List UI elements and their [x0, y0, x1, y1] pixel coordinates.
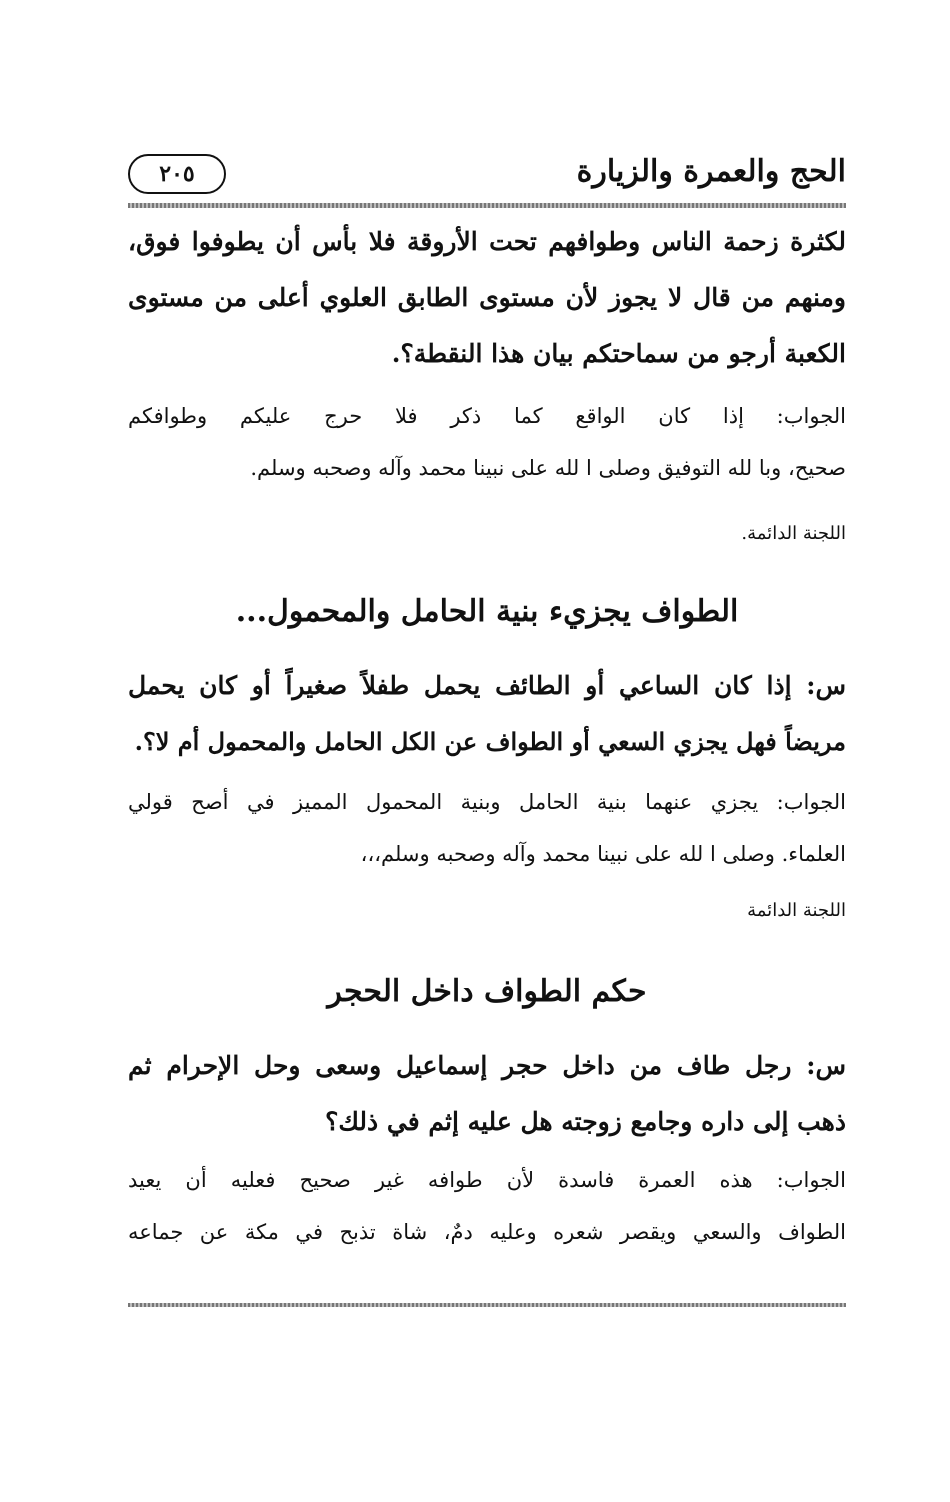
section2-signature: اللجنة الدائمة [747, 900, 846, 921]
answer-line: صحيح، وبا لله التوفيق وصلى ا لله على نبينا محمد وآله وصحبه وسلم. [250, 456, 846, 480]
section1-question [128, 214, 846, 382]
question-line: ذهب إلى داره وجامع زوجته هل عليه إثم في ذلك؟ [325, 1107, 846, 1136]
section3-question [128, 1038, 846, 1150]
section2-answer [128, 776, 846, 880]
running-title: الحج والعمرة والزيارة [576, 154, 846, 189]
answer-line: الجواب: هذه العمرة فاسدة لأن طوافه غير صحيح فعليه أن يعيد [128, 1168, 846, 1192]
question-line: لكثرة زحمة الناس وطوافهم تحت الأروقة فلا بأس أن يطوفوا فوق، [128, 227, 846, 256]
section3-heading: حكم الطواف داخل الحجر [327, 974, 647, 1009]
page-number-badge: ٢٠٥ [128, 154, 226, 194]
question-line: الكعبة أرجو من سماحتكم بيان هذا النقطة؟. [391, 339, 846, 368]
section3-answer [128, 1154, 846, 1258]
section1-signature: اللجنة الدائمة. [741, 523, 846, 544]
question-line: ومنهم من قال لا يجوز لأن مستوى الطابق العلوي أعلى من مستوى [128, 283, 846, 312]
answer-line: الطواف والسعي ويقصر شعره وعليه دمٌ، شاة تذبح في مكة عن جماعه [128, 1220, 846, 1244]
header-rule [128, 203, 846, 208]
section1-answer [128, 390, 846, 494]
answer-line: العلماء. وصلى ا لله على نبينا محمد وآله وصحبه وسلم،،، [360, 842, 846, 866]
section2-heading: الطواف يجزيء بنية الحامل والمحمول... [235, 594, 739, 629]
answer-line: الجواب: يجزي عنهما بنية الحامل وبنية المحمول المميز في أصح قولي [128, 790, 846, 814]
question-line: س: رجل طاف من داخل حجر إسماعيل وسعى وحل الإحرام ثم [128, 1051, 846, 1080]
answer-line: الجواب: إذا كان الواقع كما ذكر فلا حرج عليكم وطوافكم [128, 404, 846, 428]
question-line: مريضاً فهل يجزي السعي أو الطواف عن الكل الحامل والمحمول أم لا؟. [134, 727, 846, 756]
question-line: س: إذا كان الساعي أو الطائف يحمل طفلاً صغيراً أو كان يحمل [128, 671, 846, 700]
section2-question [128, 658, 846, 770]
page-header [128, 150, 846, 200]
footer-rule [128, 1303, 846, 1307]
